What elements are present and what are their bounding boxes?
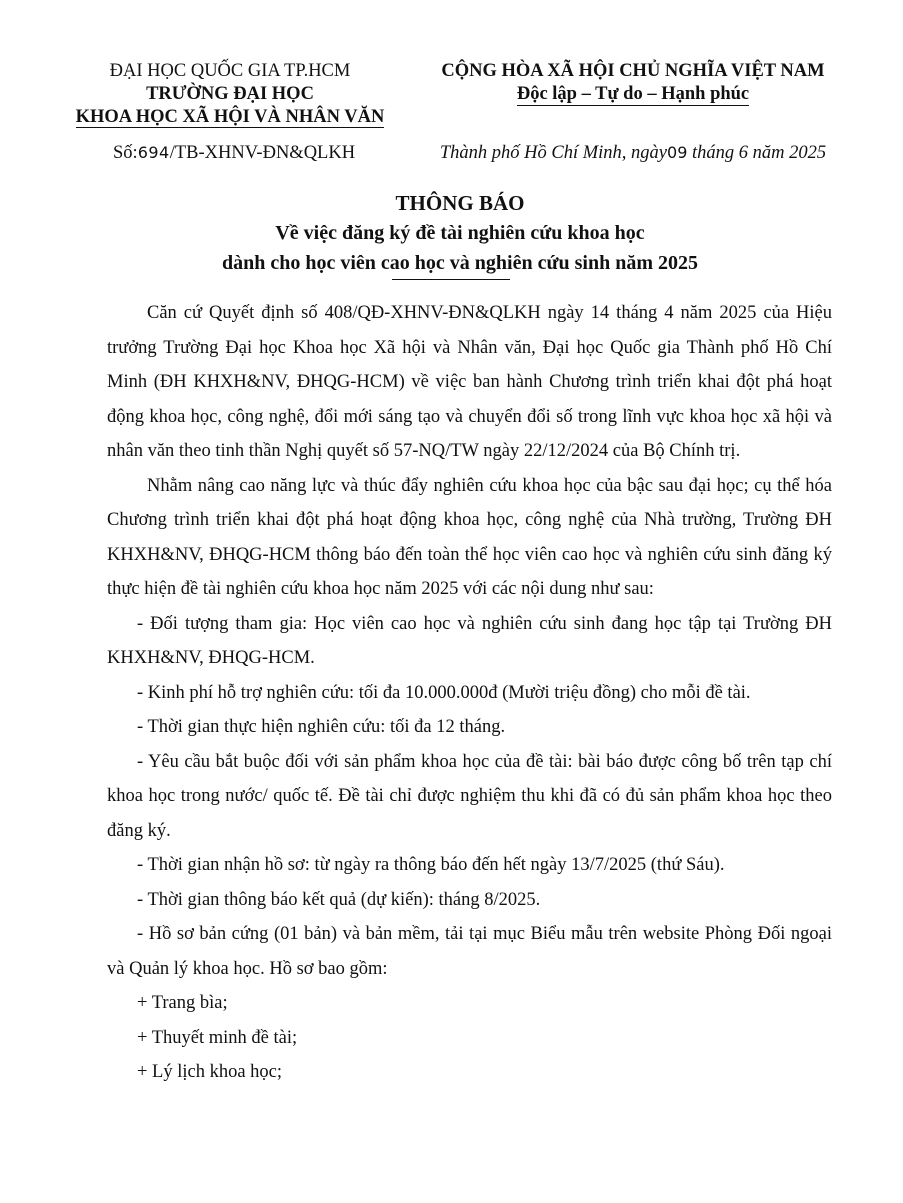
sub-list-item: + Trang bìa;	[137, 993, 228, 1013]
place-date-prefix: Thành phố Hồ Chí Minh, ngày	[439, 143, 668, 163]
list-item: - Thời gian thực hiện nghiên cứu: tối đa 12 tháng.	[137, 717, 506, 737]
document-number	[113, 141, 355, 165]
document-number-suffix: /TB-XHNV-ĐN&QLKH	[169, 143, 356, 163]
list-item: - Đối tượng tham gia: Học viên cao học và nghiên cứu sinh đang học tập tại Trường ĐH KHXH&NV, ĐHQG-HCM.	[107, 613, 832, 668]
list-item: - Hồ sơ bản cứng (01 bản) và bản mềm, tải tại mục Biểu mẫu trên website Phòng Đối ngoại và Quản lý khoa học. Hồ sơ bao gồm:	[107, 924, 832, 979]
document-body	[107, 296, 832, 1090]
document-subtitle-line-1: Về việc đăng ký đề tài nghiên cứu khoa học	[275, 222, 645, 244]
org-line-2: TRƯỜNG ĐẠI HỌC	[146, 84, 314, 104]
motto-text: Độc lập – Tự do – Hạnh phúc	[516, 84, 750, 104]
list-item: - Kinh phí hỗ trợ nghiên cứu: tối đa 10.000.000đ (Mười triệu đồng) cho mỗi đề tài.	[137, 682, 751, 703]
place-date-suffix: tháng 6 năm 2025	[687, 143, 827, 163]
body-paragraph-2: Nhằm nâng cao năng lực và thúc đẩy nghiên cứu khoa học của bậc sau đại học; cụ thể hóa Chương trình triển khai đột phá hoạt động khoa học, công nghệ của Nhà trường, Trường ĐH KHXH&NV, ĐHQG-HCM thông báo đến toàn thể học viên cao học và nghiên cứu sinh đăng ký thực hiện đề tài nghiên cứu khoa học năm 2025 với các nội dung như sau:	[107, 475, 832, 599]
title-underline-rule	[392, 279, 510, 280]
place-date-handwritten-day: 09	[667, 143, 688, 162]
org-line-3-text: KHOA HỌC XÃ HỘI VÀ NHÂN VĂN	[75, 107, 385, 127]
motto-line	[418, 83, 848, 106]
issuing-organization	[60, 60, 400, 129]
document-number-prefix: Số:	[113, 143, 138, 163]
document-title: THÔNG BÁO	[395, 191, 525, 215]
country-name: CỘNG HÒA XÃ HỘI CHỦ NGHĨA VIỆT NAM	[441, 61, 825, 81]
org-line-1: ĐẠI HỌC QUỐC GIA TP.HCM	[109, 61, 351, 81]
document-subtitle-line-2: dành cho học viên cao học và nghiên cứu sinh năm 2025	[222, 252, 698, 274]
place-and-date	[418, 141, 848, 165]
list-item: - Thời gian thông báo kết quả (dự kiến): tháng 8/2025.	[137, 889, 541, 910]
sub-list-item: + Thuyết minh đề tài;	[137, 1027, 298, 1048]
document-title-block	[60, 188, 860, 278]
document-number-handwritten: 694	[137, 143, 170, 162]
list-item: - Thời gian nhận hồ sơ: từ ngày ra thông báo đến hết ngày 13/7/2025 (thứ Sáu).	[137, 855, 725, 875]
body-paragraph-1: Căn cứ Quyết định số 408/QĐ-XHNV-ĐN&QLKH ngày 14 tháng 4 năm 2025 của Hiệu trưởng Trường Đại học Khoa học Xã hội và Nhân văn, Đại học Quốc gia Thành phố Hồ Chí Minh (ĐH KHXH&NV, ĐHQG-HCM) về việc ban hành Chương trình triển khai đột phá hoạt động khoa học, công nghệ, đổi mới sáng tạo và chuyển đổi số trong lĩnh vực khoa học xã hội và nhân văn theo tinh thần Nghị quyết số 57-NQ/TW ngày 22/12/2024 của Bộ Chính trị.	[107, 303, 832, 461]
list-item: - Yêu cầu bắt buộc đối với sản phẩm khoa học của đề tài: bài báo được công bố trên tạp chí khoa học trong nước/ quốc tế. Đề tài chỉ được nghiệm thu khi đã có đủ sản phẩm khoa học theo đăng ký.	[107, 751, 832, 841]
sub-list-item: + Lý lịch khoa học;	[137, 1062, 283, 1082]
national-heading	[418, 60, 848, 106]
org-line-3	[60, 106, 400, 129]
